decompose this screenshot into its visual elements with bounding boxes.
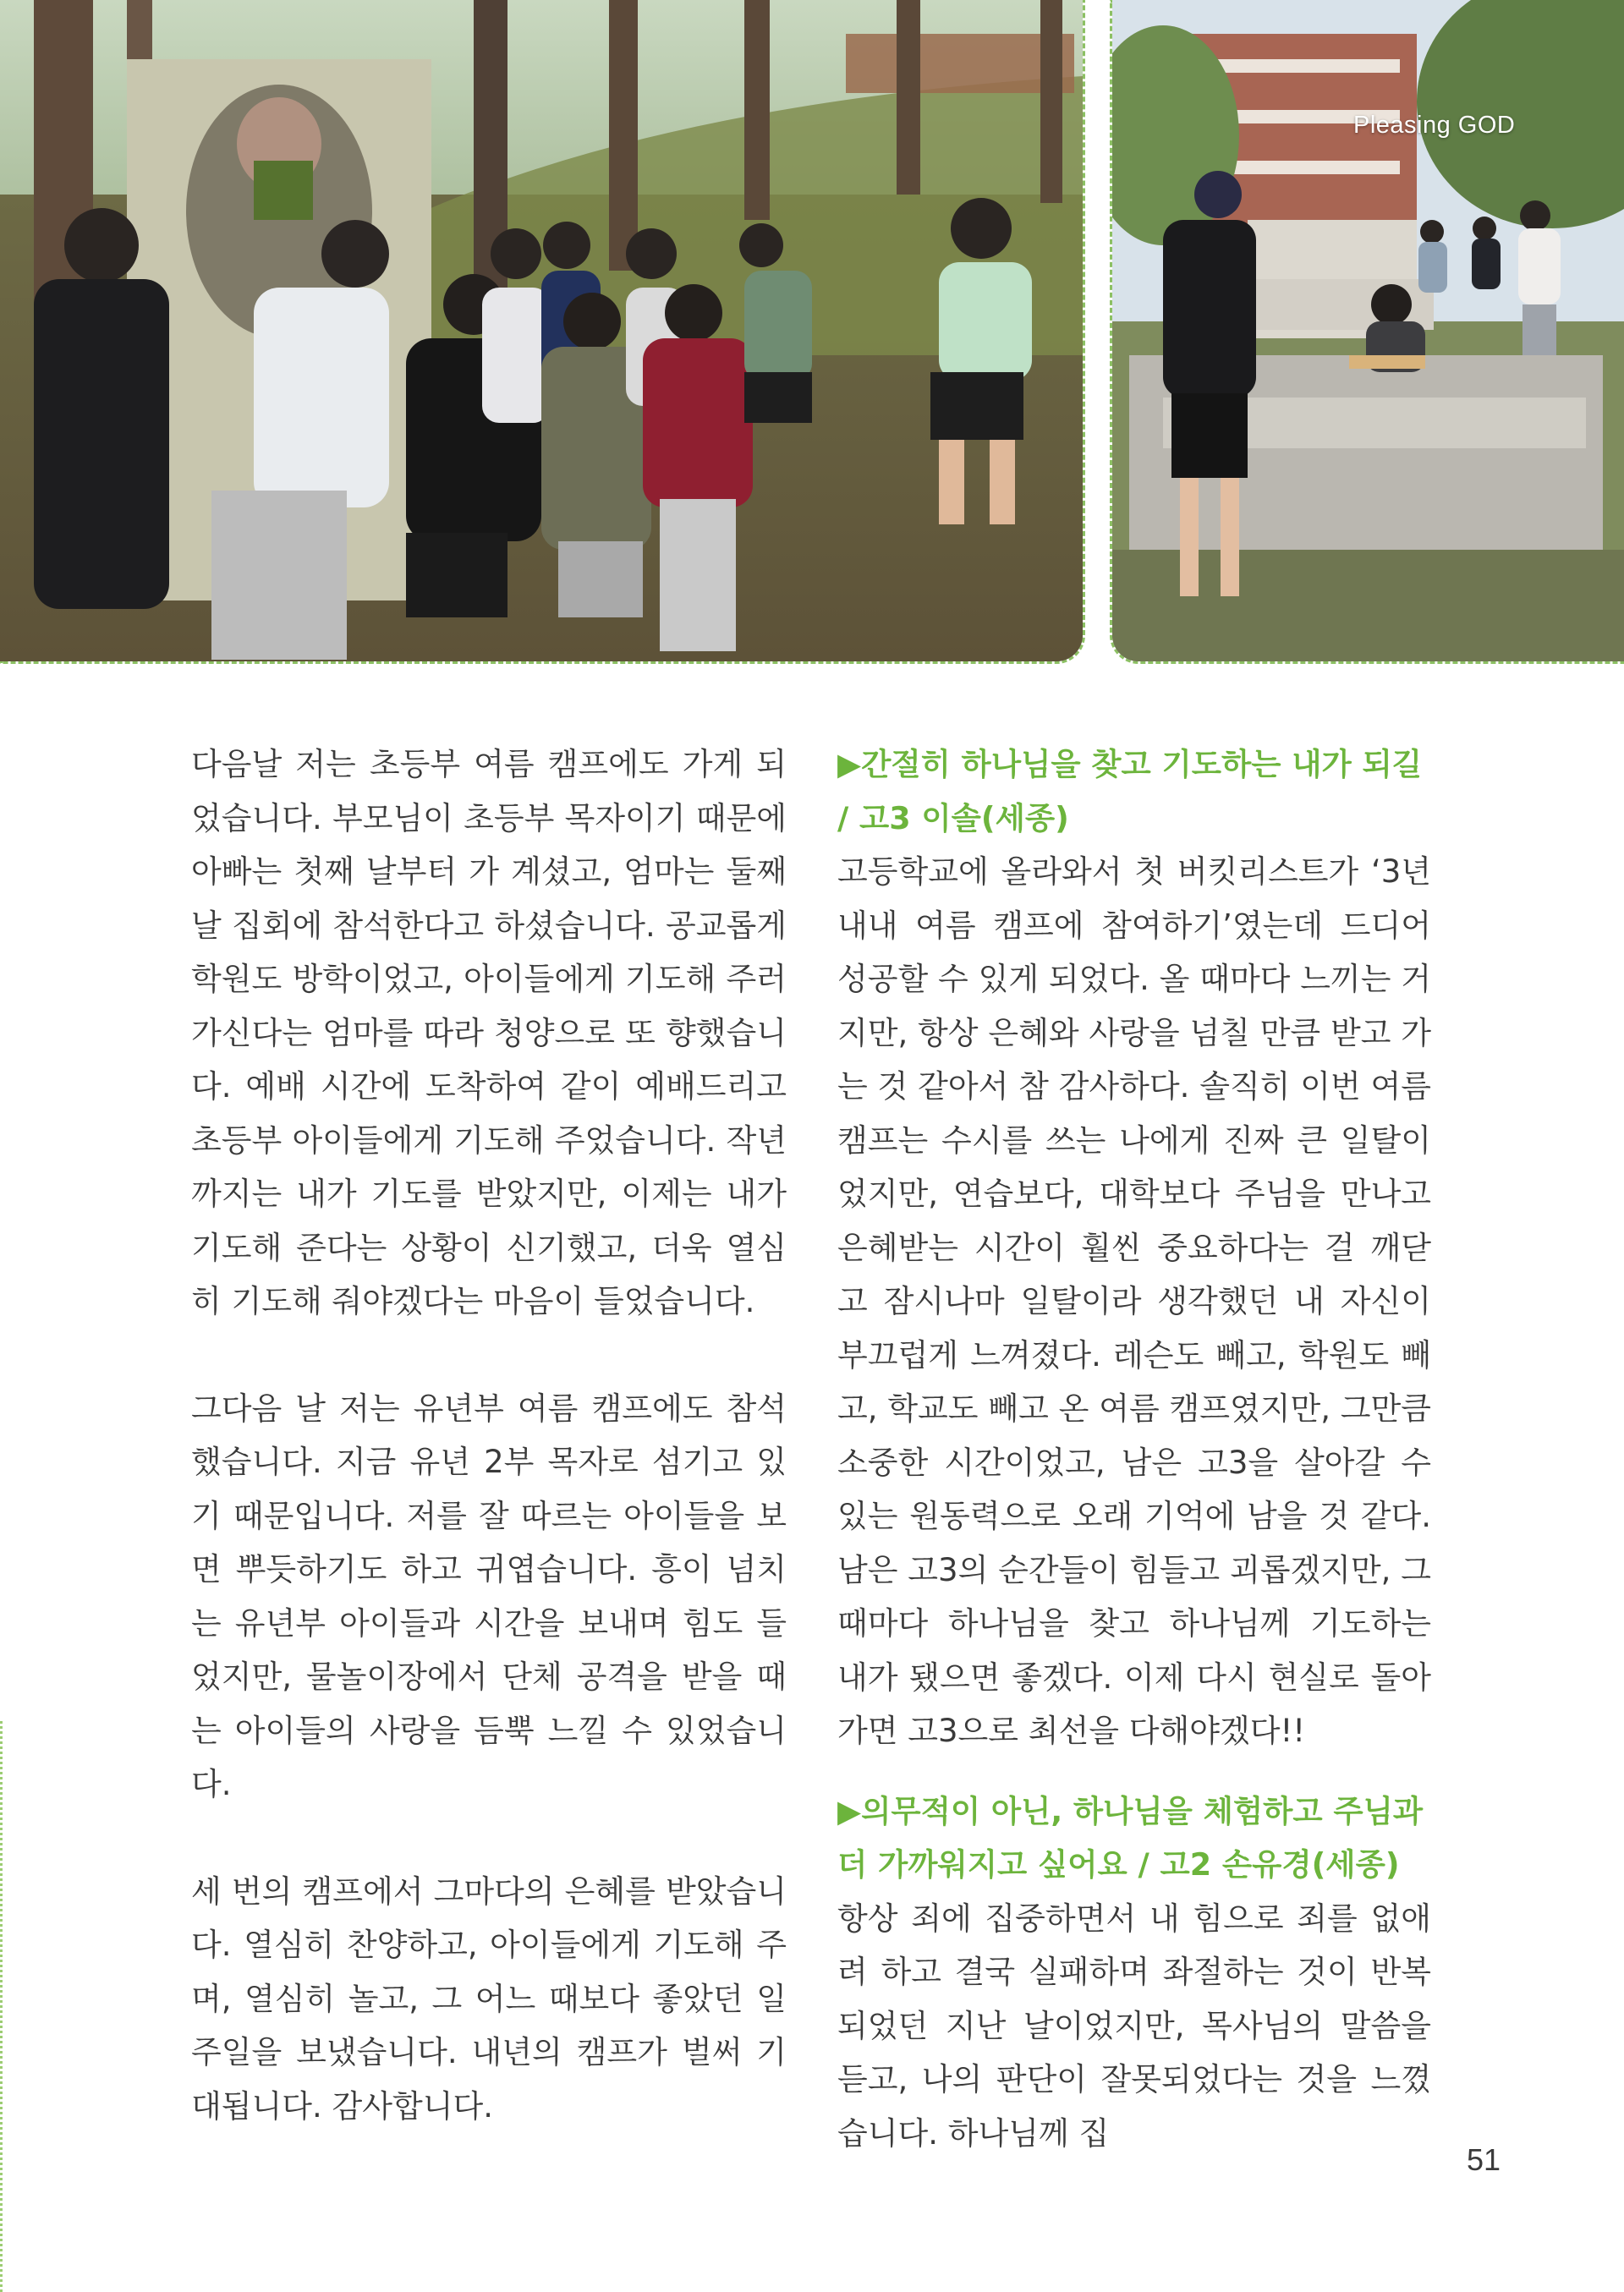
testimony-heading: ▶간절히 하나님을 찾고 기도하는 내가 되길 / 고3 이솔(세종) (837, 746, 1423, 836)
camp-photo-left (0, 0, 1085, 664)
camp-photo-right (1110, 0, 1624, 664)
decorative-dotted-border (0, 1721, 3, 2292)
camp-photo-right-illustration (1112, 0, 1624, 661)
body-paragraph: 그다음 날 저는 유년부 여름 캠프에도 참석했습니다. 지금 유년 2부 목자로 섬기고 있기 때문입니다. 저를 잘 따르는 아이들을 보면 뿌듯하기도 하고 귀엽습니다. 흥이 넘치는 유년부 아이들과 시간을 보내며 힘도 들었지만, 물놀이장에서 단체 공격을 받을 때는 아이들의 사랑을 듬뿍 느낄 수 있었습니다. (191, 1390, 787, 1802)
testimony-heading: ▶의무적이 아닌, 하나님을 체험하고 주님과 더 가까워지고 싶어요 / 고2 손유경(세종) (837, 1792, 1424, 1883)
right-text-column (837, 737, 1431, 2160)
camp-photo-left-illustration (0, 0, 1083, 661)
body-paragraph: 다음날 저는 초등부 여름 캠프에도 가게 되었습니다. 부모님이 초등부 목자이기 때문에 아빠는 첫째 날부터 가 계셨고, 엄마는 둘째 날 집회에 참석한다고 하셨습니다. 공교롭게 학원도 방학이었고, 아이들에게 기도해 주러 가신다는 엄마를 따라 청양으로 또 향했습니다. 예배 시간에 도착하여 같이 예배드리고 초등부 아이들에게 기도해 주었습니다. 작년까지는 내가 기도를 받았지만, 이제는 내가 기도해 준다는 상황이 신기했고, 더욱 열심히 기도해 줘야겠다는 마음이 들었습니다. (191, 746, 787, 1319)
testimony-body: 항상 죄에 집중하면서 내 힘으로 죄를 없애려 하고 결국 실패하며 좌절하는 것이 반복되었던 지난 날이었지만, 목사님의 말씀을 듣고, 나의 판단이 잘못되었다는 것을 느꼈습니다. 하나님께 집 (837, 1900, 1431, 2152)
section-label: Pleasing GOD (1353, 112, 1516, 139)
testimony-body: 고등학교에 올라와서 첫 버킷리스트가 ‘3년 내내 여름 캠프에 참여하기’였는데 드디어 성공할 수 있게 되었다. 올 때마다 느끼는 거지만, 항상 은혜와 사랑을 넘칠 만큼 받고 가는 것 같아서 참 감사하다. 솔직히 이번 여름 캠프는 수시를 쓰는 나에게 진짜 큰 일탈이었지만, 연습보다, 대학보다 주님을 만나고 은혜받는 시간이 훨씬 중요하다는 걸 깨닫고 잠시나마 일탈이라 생각했던 내 자신이 부끄럽게 느껴졌다. 레슨도 빼고, 학원도 빼고, 학교도 빼고 온 여름 캠프였지만, 그만큼 소중한 시간이었고, 남은 고3을 살아갈 수 있는 원동력으로 오래 기억에 남을 것 같다. 남은 고3의 순간들이 힘들고 괴롭겠지만, 그때마다 하나님을 찾고 하나님께 기도하는 내가 됐으면 좋겠다. 이제 다시 현실로 돌아가면 고3으로 최선을 다해야겠다!! (837, 853, 1431, 1749)
left-text-column (191, 737, 787, 2133)
body-paragraph: 세 번의 캠프에서 그마다의 은혜를 받았습니다. 열심히 찬양하고, 아이들에게 기도해 주며, 열심히 놀고, 그 어느 때보다 좋았던 일주일을 보냈습니다. 내년의 캠프가 벌써 기대됩니다. 감사합니다. (191, 1873, 787, 2125)
page-number: 51 (1467, 2142, 1501, 2177)
